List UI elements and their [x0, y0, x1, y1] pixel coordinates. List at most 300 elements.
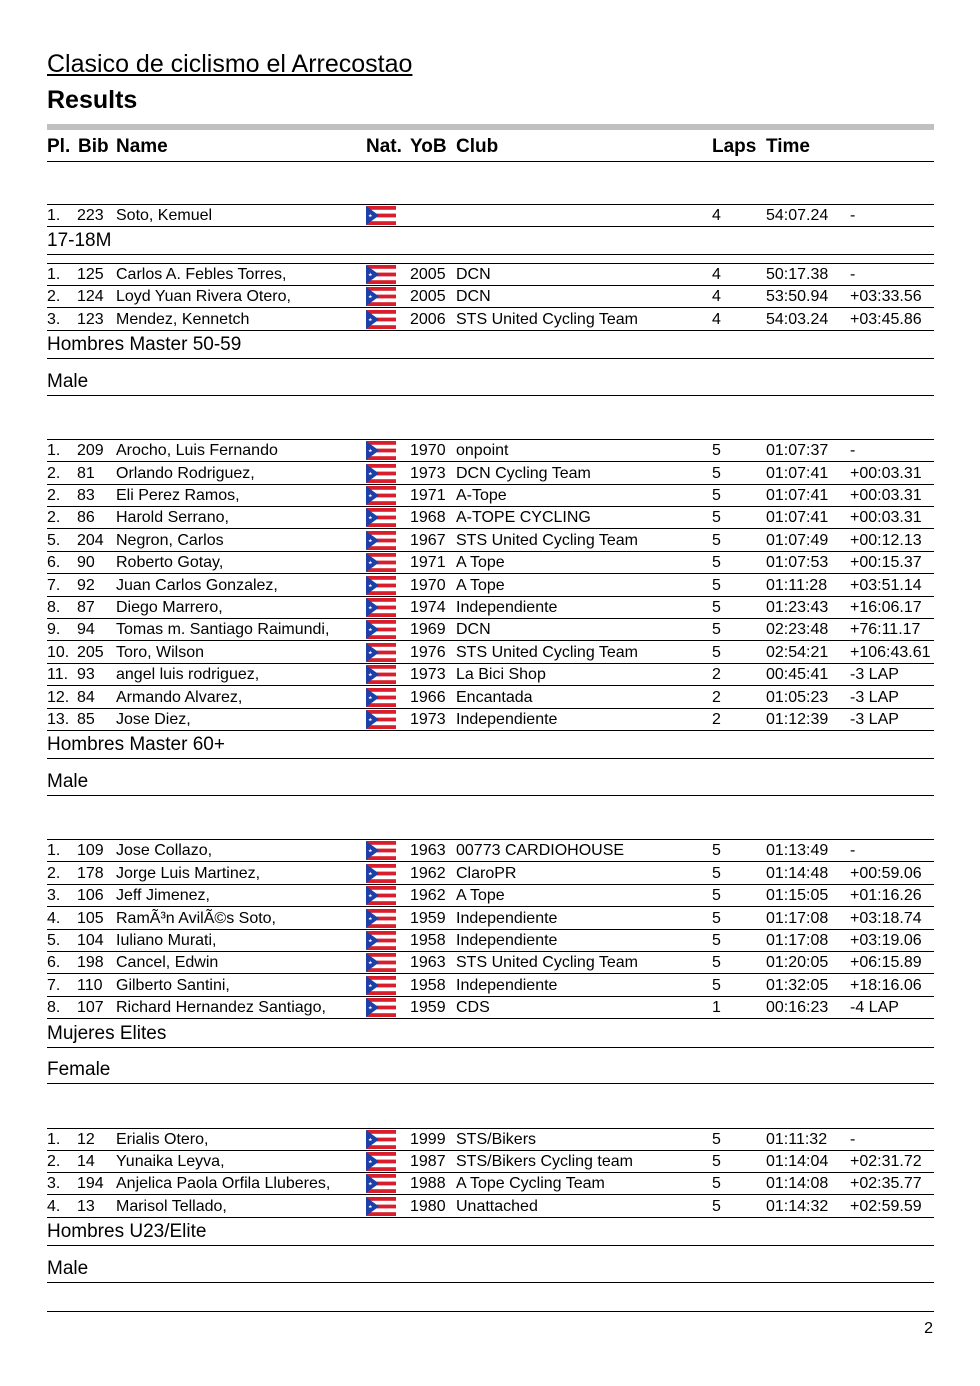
puerto-rico-flag-icon	[366, 1152, 396, 1171]
cell-yob: 1970	[410, 576, 446, 594]
cell-gap: -	[850, 207, 856, 224]
category-label-text: Male	[47, 1257, 89, 1279]
cell-time: 01:11:32	[766, 1130, 828, 1148]
col-header-yob: YoB	[410, 136, 447, 157]
nationality-flag	[366, 953, 396, 977]
cell-name: Harold Serrano,	[116, 509, 229, 527]
cell-name: Jeff Jimenez,	[116, 887, 210, 905]
cell-club: CDS	[456, 999, 490, 1017]
cell-club: Independiente	[456, 976, 558, 994]
puerto-rico-flag-icon	[366, 1174, 396, 1193]
nationality-flag	[366, 265, 396, 289]
cell-laps: 5	[712, 976, 721, 994]
cell-yob: 1959	[410, 909, 446, 927]
cell-laps: 5	[712, 442, 721, 460]
nationality-flag	[366, 841, 396, 865]
cell-bib: 104	[77, 931, 104, 949]
cell-club: DCN	[456, 621, 491, 639]
cell-name: angel luis rodriguez,	[116, 666, 260, 684]
puerto-rico-flag-icon	[366, 864, 396, 883]
cell-laps: 5	[712, 486, 721, 504]
cell-laps: 4	[712, 288, 721, 306]
cell-time: 01:14:48	[766, 864, 829, 882]
cell-time: 01:07:41	[766, 464, 829, 482]
col-header-club: Club	[456, 136, 499, 157]
cell-pl: 2.	[47, 1152, 61, 1170]
cell-name: Richard Hernandez Santiago,	[116, 999, 326, 1017]
cell-name: Jose Diez,	[116, 710, 191, 728]
cell-laps: 5	[712, 621, 721, 639]
puerto-rico-flag-icon	[366, 998, 396, 1017]
cell-yob: 1987	[410, 1152, 446, 1170]
cell-pl: 2.	[47, 464, 61, 482]
result-row	[47, 1151, 934, 1173]
puerto-rico-flag-icon	[366, 710, 396, 729]
cell-yob: 1959	[410, 999, 446, 1017]
cell-pl: 6.	[47, 954, 61, 972]
cell-bib: 14	[77, 1152, 95, 1170]
nationality-flag	[366, 864, 396, 888]
cell-laps: 1	[712, 999, 721, 1017]
cell-pl: 2.	[47, 486, 61, 504]
cell-laps: 5	[712, 931, 721, 949]
column-header-row	[47, 135, 934, 162]
result-row	[47, 575, 934, 597]
result-row	[47, 507, 934, 529]
header-divider-band	[47, 124, 934, 130]
cell-pl: 10.	[47, 643, 70, 661]
cell-club: ClaroPR	[456, 864, 517, 882]
cell-laps: 5	[712, 842, 721, 860]
cell-club: onpoint	[456, 442, 509, 460]
cell-gap: +106:43.61	[850, 643, 931, 661]
cell-name: Orlando Rodriguez,	[116, 464, 255, 482]
cell-yob: 1962	[410, 864, 446, 882]
cell-name: Loyd Yuan Rivera Otero,	[116, 288, 291, 306]
result-row	[47, 1129, 934, 1151]
cell-laps: 5	[712, 1175, 721, 1193]
cell-name: Marisol Tellado,	[116, 1197, 227, 1215]
puerto-rico-flag-icon	[366, 688, 396, 707]
puerto-rico-flag-icon	[366, 620, 396, 639]
cell-pl: 3.	[47, 887, 61, 905]
results-heading: Results	[47, 86, 138, 114]
col-header-bib: Bib	[78, 136, 109, 157]
cell-bib: 85	[77, 710, 95, 728]
cell-name: Iuliano Murati,	[116, 931, 217, 949]
cell-gap: +00:03.31	[850, 464, 922, 482]
col-header-nat: Nat.	[366, 136, 402, 157]
cell-time: 01:05:23	[766, 688, 829, 706]
cell-name: Carlos A. Febles Torres,	[116, 265, 287, 283]
cell-club: Independiente	[456, 909, 558, 927]
puerto-rico-flag-icon	[366, 976, 396, 995]
cell-bib: 13	[77, 1197, 95, 1215]
cell-pl: 1.	[47, 1130, 61, 1148]
cell-club: Independiente	[456, 710, 558, 728]
cell-name: Eli Perez Ramos,	[116, 486, 240, 504]
cell-name: Mendez, Kennetch	[116, 310, 250, 328]
puerto-rico-flag-icon	[366, 206, 396, 225]
cell-name: Tomas m. Santiago Raimundi,	[116, 621, 330, 639]
cell-bib: 84	[77, 688, 95, 706]
cell-bib: 86	[77, 509, 95, 527]
cell-time: 01:17:08	[766, 931, 829, 949]
cell-club: DCN Cycling Team	[456, 464, 591, 482]
cell-laps: 4	[712, 310, 721, 328]
result-row	[47, 597, 934, 619]
cell-laps: 5	[712, 598, 721, 616]
cell-name: Erialis Otero,	[116, 1130, 209, 1148]
cell-time: 01:07:41	[766, 509, 829, 527]
nationality-flag	[366, 598, 396, 622]
cell-gap: -	[850, 842, 856, 860]
cell-yob: 1967	[410, 531, 446, 549]
category-label-text: Hombres U23/Elite	[47, 1221, 207, 1243]
cell-bib: 198	[77, 954, 104, 972]
cell-yob: 1971	[410, 554, 446, 572]
cell-gap: +01:16.26	[850, 887, 922, 905]
cell-yob: 1969	[410, 621, 446, 639]
cell-name: RamÃ³n AvilÃ©s Soto,	[116, 909, 276, 927]
cell-gap: +02:59.59	[850, 1197, 922, 1215]
cell-laps: 2	[712, 666, 721, 684]
cell-bib: 178	[77, 864, 104, 882]
cell-time: 00:45:41	[766, 666, 829, 684]
puerto-rico-flag-icon	[366, 310, 396, 329]
cell-gap: +00:03.31	[850, 509, 922, 527]
cell-bib: 109	[77, 842, 104, 860]
cell-yob: 2005	[410, 265, 446, 283]
category-label	[47, 1217, 934, 1246]
cell-club: 00773 CARDIOHOUSE	[456, 842, 625, 860]
cell-gap: +02:31.72	[850, 1152, 922, 1170]
cell-pl: 3.	[47, 310, 61, 328]
cell-pl: 1.	[47, 207, 61, 224]
cell-gap: +16:06.17	[850, 598, 922, 616]
cell-time: 54:03.24	[766, 310, 829, 328]
puerto-rico-flag-icon	[366, 486, 396, 505]
cell-name: Jose Collazo,	[116, 842, 213, 860]
cell-time: 01:11:28	[766, 576, 828, 594]
puerto-rico-flag-icon	[366, 441, 396, 460]
cell-laps: 5	[712, 1152, 721, 1170]
cell-gap: +00:03.31	[850, 486, 922, 504]
cell-time: 00:16:23	[766, 999, 829, 1017]
cell-pl: 13.	[47, 710, 70, 728]
cell-time: 01:12:39	[766, 710, 829, 728]
cell-name: Gilberto Santini,	[116, 976, 230, 994]
result-row	[47, 997, 934, 1019]
cell-laps: 4	[712, 207, 721, 224]
nationality-flag	[366, 976, 396, 1000]
puerto-rico-flag-icon	[366, 265, 396, 284]
result-row	[47, 840, 934, 862]
category-label	[47, 367, 934, 396]
category-label	[47, 1254, 934, 1283]
cell-pl: 2.	[47, 864, 61, 882]
cell-club: STS/Bikers Cycling team	[456, 1152, 633, 1170]
cell-time: 01:20:05	[766, 954, 829, 972]
cell-yob: 1968	[410, 509, 446, 527]
cell-laps: 4	[712, 265, 721, 283]
cell-gap: +03:45.86	[850, 310, 922, 328]
cell-laps: 5	[712, 464, 721, 482]
nationality-flag	[366, 1152, 396, 1176]
result-row	[47, 885, 934, 907]
cell-bib: 204	[77, 531, 104, 549]
cell-club: STS United Cycling Team	[456, 531, 638, 549]
cell-pl: 8.	[47, 598, 61, 616]
cell-bib: 223	[77, 207, 104, 224]
result-row	[47, 205, 934, 227]
cell-bib: 94	[77, 621, 95, 639]
cell-pl: 11.	[47, 666, 69, 684]
cell-gap: -	[850, 265, 856, 283]
cell-bib: 123	[77, 310, 104, 328]
nationality-flag	[366, 576, 396, 600]
cell-time: 01:15:05	[766, 887, 829, 905]
cell-laps: 5	[712, 1130, 721, 1148]
cell-yob: 1973	[410, 666, 446, 684]
result-row	[47, 485, 934, 507]
category-label-text: Mujeres Elites	[47, 1022, 167, 1044]
cell-yob: 2005	[410, 288, 446, 306]
category-label	[47, 226, 934, 255]
puerto-rico-flag-icon	[366, 464, 396, 483]
cell-club: STS United Cycling Team	[456, 643, 638, 661]
puerto-rico-flag-icon	[366, 886, 396, 905]
col-header-time: Time	[766, 136, 811, 157]
footer-divider	[47, 1311, 934, 1312]
nationality-flag	[366, 931, 396, 955]
result-row	[47, 1196, 934, 1218]
result-row	[47, 952, 934, 974]
nationality-flag	[366, 665, 396, 689]
nationality-flag	[366, 531, 396, 555]
cell-bib: 107	[77, 999, 104, 1017]
cell-laps: 5	[712, 509, 721, 527]
cell-bib: 209	[77, 442, 104, 460]
cell-gap: -3 LAP	[850, 688, 899, 706]
cell-pl: 9.	[47, 621, 61, 639]
cell-name: Anjelica Paola Orfila Lluberes,	[116, 1175, 331, 1193]
cell-yob: 1988	[410, 1175, 446, 1193]
cell-pl: 6.	[47, 554, 61, 572]
puerto-rico-flag-icon	[366, 598, 396, 617]
cell-time: 02:54:21	[766, 643, 829, 661]
nationality-flag	[366, 486, 396, 510]
cell-club: A Tope	[456, 576, 505, 594]
cell-time: 01:23:43	[766, 598, 829, 616]
result-row	[47, 530, 934, 552]
cell-gap: +00:15.37	[850, 554, 922, 572]
puerto-rico-flag-icon	[366, 1130, 396, 1149]
cell-gap: -3 LAP	[850, 710, 899, 728]
cell-pl: 4.	[47, 1197, 61, 1215]
cell-laps: 5	[712, 954, 721, 972]
cell-laps: 2	[712, 710, 721, 728]
event-title: Clasico de ciclismo el Arrecostao	[47, 50, 413, 78]
cell-pl: 12.	[47, 688, 70, 706]
cell-gap: +02:35.77	[850, 1175, 922, 1193]
cell-name: Soto, Kemuel	[116, 207, 213, 224]
puerto-rico-flag-icon	[366, 909, 396, 928]
cell-laps: 5	[712, 576, 721, 594]
nationality-flag	[366, 909, 396, 933]
cell-yob: 1958	[410, 976, 446, 994]
cell-pl: 1.	[47, 842, 61, 860]
puerto-rico-flag-icon	[366, 931, 396, 950]
result-row	[47, 664, 934, 686]
puerto-rico-flag-icon	[366, 841, 396, 860]
cell-yob: 2006	[410, 310, 446, 328]
cell-time: 01:07:53	[766, 554, 829, 572]
cell-pl: 4.	[47, 909, 61, 927]
cell-yob: 1963	[410, 842, 446, 860]
result-row	[47, 264, 934, 286]
puerto-rico-flag-icon	[366, 531, 396, 550]
cell-club: DCN	[456, 265, 491, 283]
cell-gap: +03:18.74	[850, 909, 922, 927]
cell-bib: 205	[77, 643, 104, 661]
result-row	[47, 642, 934, 664]
cell-pl: 7.	[47, 576, 61, 594]
cell-yob: 1980	[410, 1197, 446, 1215]
cell-bib: 90	[77, 554, 95, 572]
category-label-text: 17-18M	[47, 230, 112, 252]
nationality-flag	[366, 620, 396, 644]
nationality-flag	[366, 643, 396, 667]
cell-time: 01:32:05	[766, 976, 829, 994]
cell-yob: 1963	[410, 954, 446, 972]
result-row	[47, 463, 934, 485]
cell-name: Jorge Luis Martinez,	[116, 864, 261, 882]
category-label-text: Hombres Master 60+	[47, 734, 225, 756]
cell-yob: 1958	[410, 931, 446, 949]
category-label	[47, 1019, 934, 1048]
cell-club: La Bici Shop	[456, 666, 546, 684]
cell-gap: -3 LAP	[850, 666, 899, 684]
cell-name: Negron, Carlos	[116, 531, 224, 549]
col-header-pl: Pl.	[47, 136, 71, 157]
col-header-name: Name	[116, 136, 168, 157]
cell-bib: 83	[77, 486, 95, 504]
cell-club: Independiente	[456, 931, 558, 949]
cell-club: A Tope Cycling Team	[456, 1175, 605, 1193]
cell-bib: 93	[77, 666, 95, 684]
nationality-flag	[366, 1130, 396, 1154]
cell-laps: 5	[712, 531, 721, 549]
result-row	[47, 286, 934, 308]
cell-name: Arocho, Luis Fernando	[116, 442, 278, 460]
puerto-rico-flag-icon	[366, 665, 396, 684]
cell-pl: 1.	[47, 265, 61, 283]
nationality-flag	[366, 688, 396, 712]
cell-pl: 2.	[47, 509, 61, 527]
cell-yob: 1976	[410, 643, 446, 661]
category-label	[47, 730, 934, 759]
cell-club: A Tope	[456, 554, 505, 572]
cell-gap: +06:15.89	[850, 954, 922, 972]
cell-time: 01:14:08	[766, 1175, 829, 1193]
category-label-text: Male	[47, 770, 89, 792]
cell-laps: 5	[712, 643, 721, 661]
cell-club: A-TOPE CYCLING	[456, 509, 591, 527]
nationality-flag	[366, 441, 396, 465]
result-row	[47, 1173, 934, 1195]
cell-bib: 106	[77, 887, 104, 905]
cell-yob: 1966	[410, 688, 446, 706]
cell-pl: 1.	[47, 442, 61, 460]
cell-gap: -	[850, 442, 856, 460]
cell-laps: 5	[712, 864, 721, 882]
puerto-rico-flag-icon	[366, 643, 396, 662]
cell-name: Roberto Gotay,	[116, 554, 224, 572]
cell-bib: 194	[77, 1175, 104, 1193]
puerto-rico-flag-icon	[366, 287, 396, 306]
result-row	[47, 619, 934, 641]
result-row	[47, 687, 934, 709]
nationality-flag	[366, 553, 396, 577]
cell-gap: +00:12.13	[850, 531, 922, 549]
cell-time: 01:17:08	[766, 909, 829, 927]
cell-club: Independiente	[456, 598, 558, 616]
cell-pl: 8.	[47, 999, 61, 1017]
cell-club: STS United Cycling Team	[456, 954, 638, 972]
cell-pl: 3.	[47, 1175, 61, 1193]
puerto-rico-flag-icon	[366, 553, 396, 572]
category-label-text: Female	[47, 1059, 111, 1080]
cell-pl: 5.	[47, 531, 61, 549]
page-number: 2	[924, 1320, 933, 1337]
cell-time: 01:13:49	[766, 842, 829, 860]
cell-club: STS/Bikers	[456, 1130, 537, 1148]
cell-time: 01:07:37	[766, 442, 829, 460]
cell-gap: +03:19.06	[850, 931, 922, 949]
cell-club: A-Tope	[456, 486, 507, 504]
result-row	[47, 309, 934, 331]
cell-name: Armando Alvarez,	[116, 688, 243, 706]
result-row	[47, 440, 934, 462]
cell-name: Toro, Wilson	[116, 643, 205, 661]
cell-pl: 5.	[47, 931, 61, 949]
cell-bib: 12	[77, 1130, 95, 1148]
cell-club: DCN	[456, 288, 491, 306]
cell-time: 02:23:48	[766, 621, 829, 639]
cell-name: Cancel, Edwin	[116, 954, 219, 972]
col-header-laps: Laps	[712, 136, 757, 157]
cell-yob: 1974	[410, 598, 446, 616]
cell-gap: +03:51.14	[850, 576, 922, 594]
cell-name: Yunaika Leyva,	[116, 1152, 225, 1170]
cell-time: 01:07:41	[766, 486, 829, 504]
result-row	[47, 552, 934, 574]
nationality-flag	[366, 287, 396, 311]
cell-gap: -	[850, 1130, 856, 1148]
category-label	[47, 767, 934, 796]
cell-yob: 1973	[410, 464, 446, 482]
cell-laps: 5	[712, 554, 721, 572]
cell-yob: 1973	[410, 710, 446, 728]
puerto-rico-flag-icon	[366, 953, 396, 972]
cell-laps: 5	[712, 887, 721, 905]
cell-bib: 87	[77, 598, 95, 616]
cell-yob: 1970	[410, 442, 446, 460]
cell-time: 01:14:04	[766, 1152, 829, 1170]
cell-time: 50:17.38	[766, 265, 829, 283]
cell-gap: +03:33.56	[850, 288, 922, 306]
